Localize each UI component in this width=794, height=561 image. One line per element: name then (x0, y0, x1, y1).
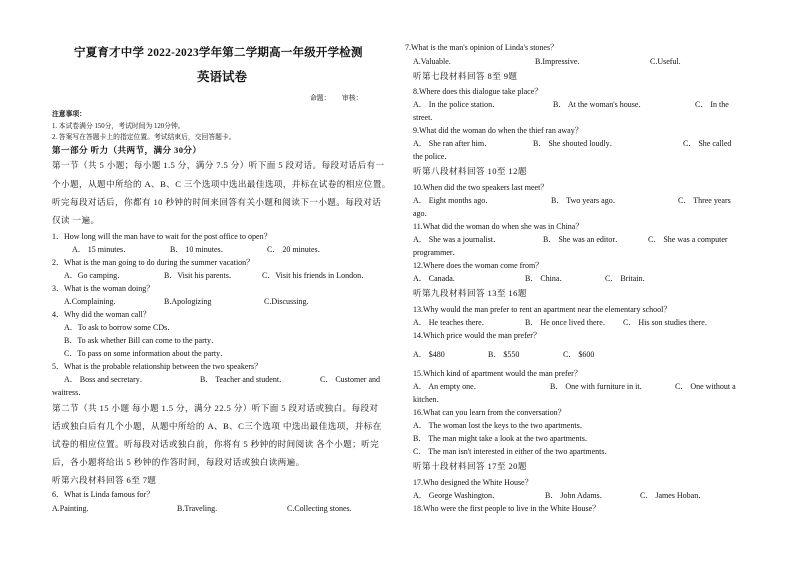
question-14-option-a: A． $480 (413, 350, 445, 359)
question-12-option-a: A． Canada. (413, 274, 455, 283)
question-9-option-c: C． She called (683, 139, 732, 148)
question-2-option-c: C．Visit his friends in London． (262, 271, 370, 280)
question-15-option-c-continued: kitchen． (413, 395, 445, 404)
question-7-option-b: B.Impressive. (535, 57, 580, 66)
question-8-option-a: A． In the police station． (413, 100, 501, 109)
question-16-option-a: A． The woman lost the keys to the two apartments． (413, 421, 588, 430)
section2-intro-line: 第二节（共 15 小题 每小题 1.5 分，满分 22.5 分）听下面 5 段对话或独白。每段对 (52, 403, 379, 413)
question-8-option-b: B． At the woman's house． (553, 100, 647, 109)
question-14-option-c: C． $600 (563, 350, 595, 359)
question-6-option-c: C.Collecting stones. (287, 504, 352, 513)
section2-intro-line: 后，各小题将给出 5 秒钟的作答时间，每段对话或独白读两遍。 (52, 457, 305, 467)
question-7-option-a: A.Valuable. (413, 57, 451, 66)
section2-intro-line: 试卷的相应位置。听每段对话或独白前，你将有 5 秒钟的时间阅读 各个小题；听完 (52, 439, 380, 449)
question-18-stem: 18.Who were the first people to live in the White House？ (413, 504, 601, 513)
question-11-option-c-continued: programmer． (413, 248, 461, 257)
question-9-option-b: B． She shouted loudly． (533, 139, 618, 148)
part1-heading: 第一部分 听力（共两节，满分 30分） (52, 145, 202, 155)
question-14-option-b: B． $550 (488, 350, 520, 359)
question-17-stem: 17.Who designed the White House？ (413, 478, 533, 487)
question-12-option-b: B． China． (525, 274, 568, 283)
passage-7-label: 听第七段材料回答 8至 9题 (413, 71, 518, 81)
question-4-option-c: C．To pass on some information about the party． (64, 349, 229, 358)
passage-6-label: 听第六段材料回答 6至 7题 (52, 475, 157, 485)
question-3-option-a: A.Complaining. (64, 297, 116, 306)
question-9-stem: 9.What did the woman do when the thief ran away？ (413, 126, 583, 135)
question-5-option-b: B． Teacher and student． (200, 375, 288, 384)
question-8-option-c-continued: street. (413, 113, 433, 122)
question-11-stem: 11.What did the woman do when she was in China？ (413, 222, 584, 231)
question-17-option-b: B． John Adams． (545, 491, 608, 500)
question-2-option-b: B．Visit his parents． (164, 271, 237, 280)
question-4-option-a: A．To ask to borrow some CDs． (64, 323, 176, 332)
question-16-option-b: B． The man might take a look at the two apartments． (413, 434, 593, 443)
question-13-option-a: A． He teaches there． (413, 318, 490, 327)
question-6-option-b: B.Traveling. (177, 504, 218, 513)
section1-intro-line: 个小题，从题中所给的 A、B、C 三个选项中选出最佳选项，并标在试卷的相应位置。 (52, 179, 391, 189)
question-5-stem: 5．What is the probable relationship between the two speakers？ (52, 362, 263, 371)
question-15-option-c: C． One without a (675, 382, 736, 391)
question-6-stem: 6．What is Linda famous for？ (52, 490, 155, 499)
question-1-stem: 1．How long will the man have to wait for the post office to open？ (52, 232, 272, 241)
question-3-option-b: B.Apologizing (164, 297, 212, 306)
note-item: 2. 答案写在答题卡上的指定位置。考试结束后，交回答题卡。 (52, 134, 236, 141)
question-16-option-c: C． The man isn't interested in either of the two apartments． (413, 447, 613, 456)
section1-intro-line: 仅读 一遍。 (52, 215, 100, 225)
question-5-option-c: C． Customer and (320, 375, 380, 384)
question-1-option-a: A． 15 minutes． (72, 245, 132, 254)
question-13-stem: 13.Why would the man prefer to rent an apartment near the elementary school？ (413, 305, 672, 314)
question-1-option-b: B． 10 minutes． (170, 245, 229, 254)
question-17-option-c: C． James Hoban． (640, 491, 707, 500)
question-8-option-c: C． In the (695, 100, 729, 109)
question-9-option-a: A． She ran after him． (413, 139, 493, 148)
question-13-option-b: B． He once lived there． (525, 318, 611, 327)
question-14-stem: 14.Which price would the man prefer？ (413, 331, 541, 340)
question-2-option-a: A．Go camping． (64, 271, 126, 280)
passage-8-label: 听第八段材料回答 10至 12题 (413, 166, 527, 176)
question-15-option-a: A． An empty one． (413, 382, 482, 391)
question-5-option-c-continued: waitress． (52, 388, 87, 397)
question-6-option-a: A.Painting. (52, 504, 89, 513)
question-11-option-c: C． She was a computer (648, 235, 728, 244)
question-10-option-c: C． Three years (678, 196, 731, 205)
question-10-option-c-continued: ago． (413, 209, 433, 218)
section1-intro-line: 第一节（共 5 小题；每小题 1.5 分，满分 7.5 分）听下面 5 段对话。每段对话后有一 (52, 160, 385, 170)
question-15-option-b: B． One with furniture in it． (550, 382, 648, 391)
question-12-stem: 12.Where does the woman come from？ (413, 261, 544, 270)
question-13-option-c: C． His son studies there． (623, 318, 713, 327)
question-3-option-c: C.Discussing. (264, 297, 309, 306)
question-8-stem: 8.Where does this dialogue take place？ (413, 87, 543, 96)
question-17-option-a: A． George Washington． (413, 491, 501, 500)
question-5-option-a: A． Boss and secretary． (64, 375, 148, 384)
question-16-stem: 16.What can you learn from the conversation？ (413, 408, 566, 417)
note-item: 1. 本试卷满分 150分，考试时间为 120分钟。 (52, 123, 185, 130)
question-4-option-b: B．To ask whether Bill can come to the party． (64, 336, 219, 345)
question-7-option-c: C.Useful. (650, 57, 681, 66)
section2-intro-line: 话或独白后有几个小题，从题中所给的 A、B、C三个选项 中选出最佳选项，并标在 (52, 421, 382, 431)
question-11-option-a: A． She was a journalist． (413, 235, 501, 244)
question-4-stem: 4．Why did the woman call？ (52, 310, 151, 319)
question-15-stem: 15.Which kind of apartment would the man prefer？ (413, 369, 582, 378)
author-label: 命题： (310, 95, 331, 102)
reviewer-label: 审核： (342, 95, 363, 102)
question-7-stem: 7.What is the man's opinion of Linda's stones？ (405, 43, 559, 52)
question-10-stem: 10.When did the two speakers last meet？ (413, 183, 549, 192)
question-2-stem: 2．What is the man going to do during the summer vacation？ (52, 258, 255, 267)
question-11-option-b: B． She was an editor． (543, 235, 623, 244)
question-1-option-c: C． 20 minutes． (267, 245, 326, 254)
notes-heading: 注意事项： (52, 111, 86, 118)
question-10-option-a: A． Eight months ago． (413, 196, 494, 205)
question-3-stem: 3．What is the woman doing？ (52, 284, 155, 293)
subject-title: 英语试卷 (197, 70, 248, 84)
question-10-option-b: B． Two years ago． (551, 196, 621, 205)
question-9-option-c-continued: the police． (413, 152, 453, 161)
section1-intro-line: 听完每段对话后，你都有 10 秒钟的时间来回答有关小题和阅读下一小题。每段对话 (52, 197, 382, 207)
question-12-option-c: C． Britain． (605, 274, 651, 283)
passage-9-label: 听第九段材料回答 13至 16题 (413, 288, 527, 298)
passage-10-label: 听第十段材料回答 17至 20题 (413, 461, 527, 471)
school-title: 宁夏育才中学 2022-2023学年第二学期高一年级开学检测 (74, 47, 363, 59)
